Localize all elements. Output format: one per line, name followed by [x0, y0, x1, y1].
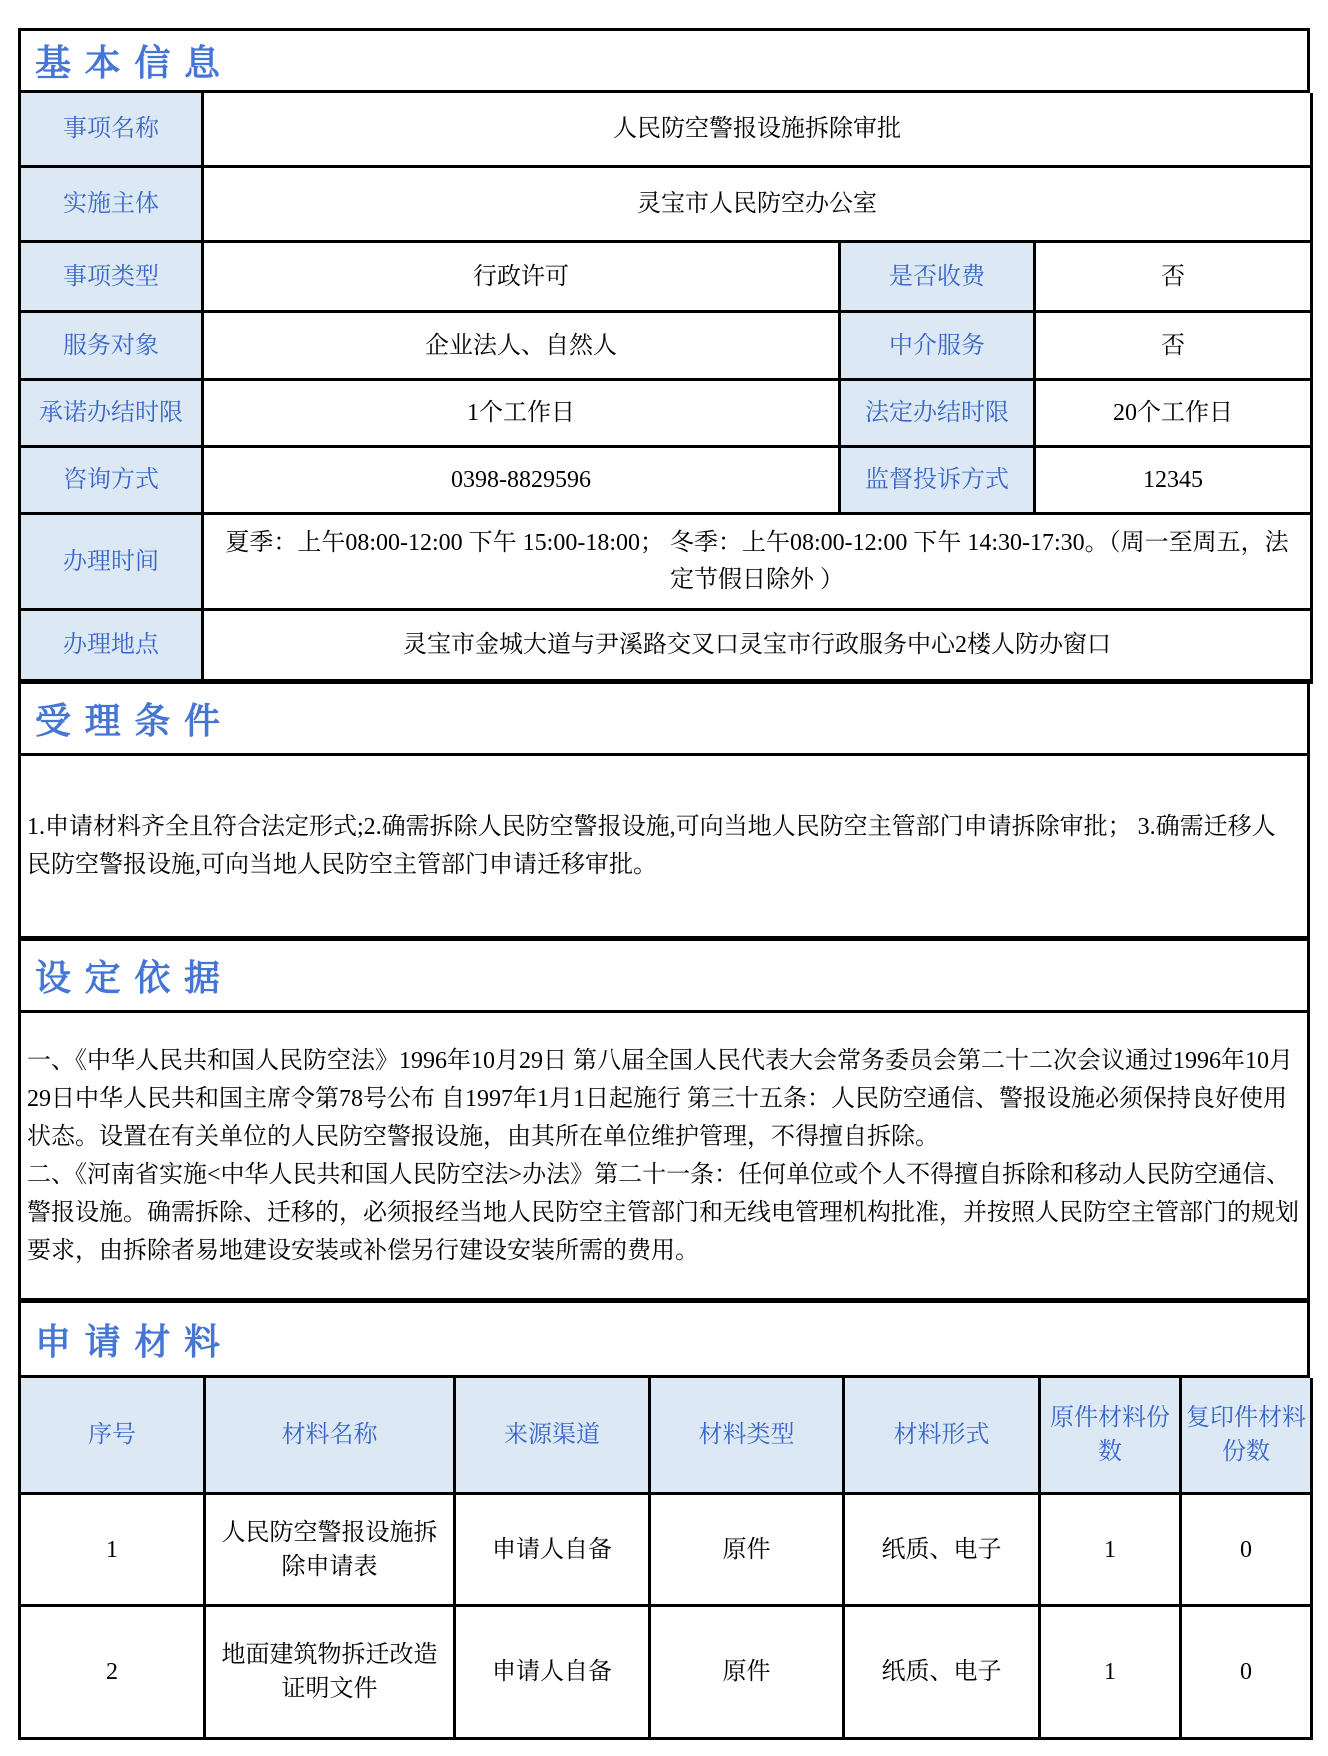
- value-service-target: 企业法人、自然人: [204, 313, 841, 381]
- value-complaint-method: 12345: [1036, 448, 1313, 515]
- section-title-acceptance: [21, 684, 1310, 756]
- basic-info-table: [21, 93, 1310, 684]
- basis-title: 设定依据: [35, 957, 234, 998]
- value-implementer: 灵宝市人民防空办公室: [204, 168, 1313, 243]
- materials-header-no: 序号: [21, 1378, 206, 1495]
- material-row-1-no: 1: [21, 1495, 206, 1607]
- value-promised-time: 1个工作日: [204, 381, 841, 448]
- basic-info-title: 基本信息: [35, 42, 234, 83]
- material-row-2-form: 纸质、电子: [845, 1607, 1041, 1740]
- label-office-hours: 办理时间: [21, 515, 204, 611]
- label-complaint-method: 监督投诉方式: [841, 448, 1036, 515]
- material-row-2-original-count: 1: [1041, 1607, 1182, 1740]
- section-title-basis: [21, 941, 1310, 1013]
- label-promised-time: 承诺办结时限: [21, 381, 204, 448]
- material-row-2-no: 2: [21, 1607, 206, 1740]
- service-item-document: [18, 28, 1310, 1740]
- section-title-materials: [21, 1303, 1310, 1378]
- materials-title: 申请材料: [35, 1320, 234, 1362]
- material-row-2-name: 地面建筑物拆迁改造证明文件: [206, 1607, 456, 1740]
- materials-table: [21, 1378, 1310, 1740]
- basis-paragraph-1: 一、《中华人民共和国人民防空法》1996年10月29日 第八届全国人民代表大会常务委员会第二十二次会议通过1996年10月29日中华人民共和国主席令第78号公布 自1997年1月1日起施行 第三十五条：人民防空通信、警报设施必须保持良好使用状态。设置在有关单位的人民防空警报设施，由其所在单位维护管理，不得擅自拆除。: [27, 1047, 1293, 1150]
- value-item-type: 行政许可: [204, 243, 841, 313]
- material-row-1-original-count: 1: [1041, 1495, 1182, 1607]
- label-consult-method: 咨询方式: [21, 448, 204, 515]
- materials-header-form: 材料形式: [845, 1378, 1041, 1495]
- materials-header-source: 来源渠道: [456, 1378, 651, 1495]
- materials-header-name: 材料名称: [206, 1378, 456, 1495]
- value-charge: 否: [1036, 243, 1313, 313]
- section-title-basic-info: [21, 31, 1310, 93]
- material-row-2-copy-count: 0: [1182, 1607, 1313, 1740]
- basis-paragraphs: [27, 1042, 1299, 1270]
- materials-header-copy-count: 复印件材料份数: [1182, 1378, 1313, 1495]
- basis-paragraph-2: 二、《河南省实施<中华人民共和国人民防空法>办法》第二十一条：任何单位或个人不得擅自拆除和移动人民防空通信、警报设施。确需拆除、迁移的，必须报经当地人民防空主管部门和无线电管理机构批准，并按照人民防空主管部门的规划要求，由拆除者易地建设安装或补偿另行建设安装所需的费用。: [27, 1161, 1299, 1264]
- label-item-type: 事项类型: [21, 243, 204, 313]
- material-row-1-source: 申请人自备: [456, 1495, 651, 1607]
- value-item-name: 人民防空警报设施拆除审批: [204, 93, 1313, 168]
- value-intermediary: 否: [1036, 313, 1313, 381]
- value-office-location: 灵宝市金城大道与尹溪路交叉口灵宝市行政服务中心2楼人防办窗口: [204, 611, 1313, 684]
- materials-header-original-count: 原件材料份数: [1041, 1378, 1182, 1495]
- material-row-1-form: 纸质、电子: [845, 1495, 1041, 1607]
- label-office-location: 办理地点: [21, 611, 204, 684]
- materials-header-type: 材料类型: [651, 1378, 845, 1495]
- label-charge: 是否收费: [841, 243, 1036, 313]
- value-office-hours: 夏季：上午08:00-12:00 下午 15:00-18:00； 冬季：上午08:00-12:00 下午 14:30-17:30。（周一至周五，法定节假日除外 ）: [204, 515, 1313, 611]
- acceptance-body-text: 1.申请材料齐全且符合法定形式;2.确需拆除人民防空警报设施,可向当地人民防空主管部门申请拆除审批； 3.确需迁移人民防空警报设施,可向当地人民防空主管部门申请迁移审批。: [27, 814, 1276, 878]
- material-row-2-source: 申请人自备: [456, 1607, 651, 1740]
- label-legal-time: 法定办结时限: [841, 381, 1036, 448]
- acceptance-title: 受理条件: [35, 700, 234, 741]
- basis-body-box: [21, 1013, 1310, 1303]
- material-row-2-type: 原件: [651, 1607, 845, 1740]
- material-row-1-copy-count: 0: [1182, 1495, 1313, 1607]
- label-intermediary: 中介服务: [841, 313, 1036, 381]
- value-consult-method: 0398-8829596: [204, 448, 841, 515]
- label-implementer: 实施主体: [21, 168, 204, 243]
- label-service-target: 服务对象: [21, 313, 204, 381]
- material-row-1-type: 原件: [651, 1495, 845, 1607]
- material-row-1-name: 人民防空警报设施拆除申请表: [206, 1495, 456, 1607]
- value-legal-time: 20个工作日: [1036, 381, 1313, 448]
- label-item-name: 事项名称: [21, 93, 204, 168]
- acceptance-body-box: [21, 756, 1310, 941]
